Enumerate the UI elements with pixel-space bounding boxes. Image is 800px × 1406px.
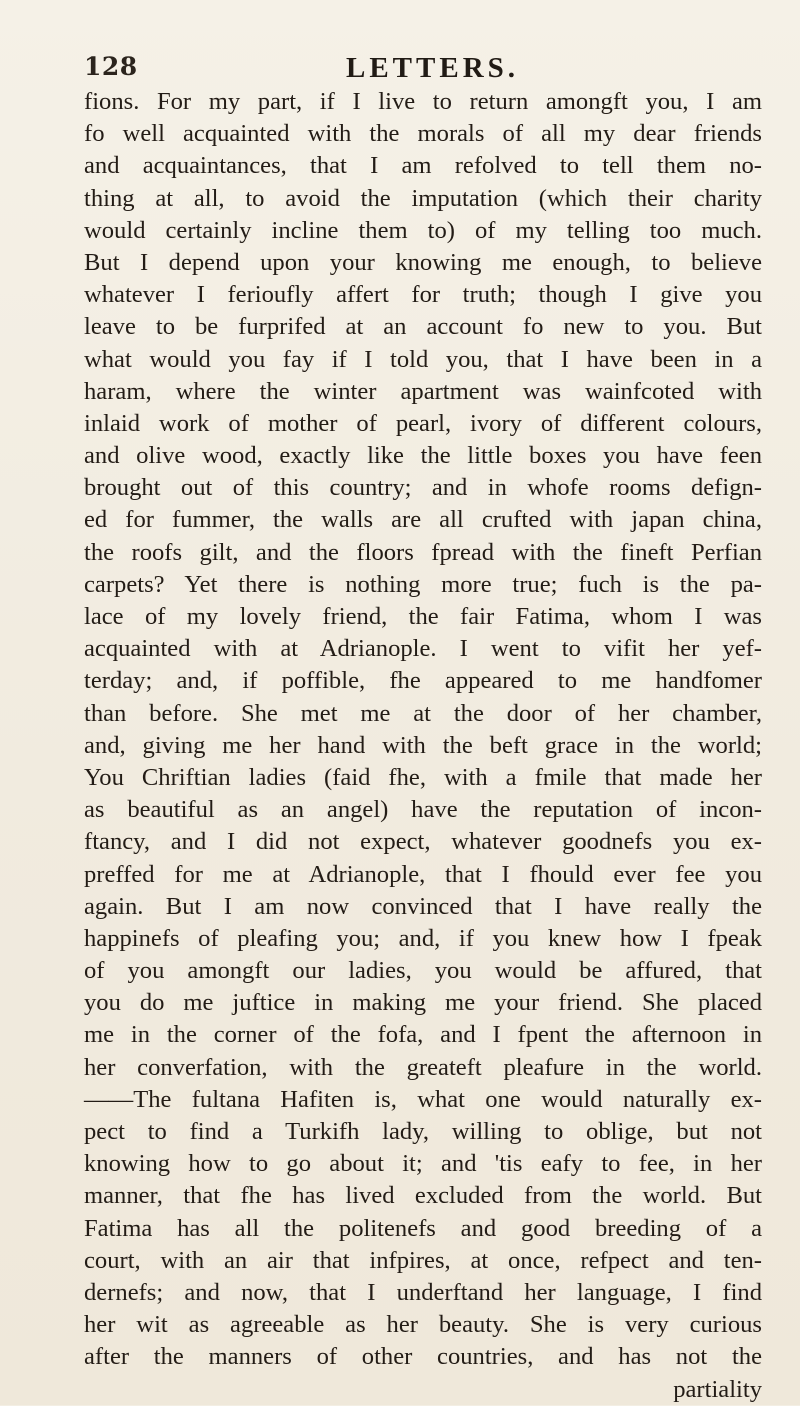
- text-line: court, with an air that infpires, at once, refpect and ten-: [84, 1246, 762, 1274]
- text-line: me in the corner of the fofa, and I fpent the afternoon in: [84, 1021, 762, 1049]
- text-line: you do me juftice in making me your friend. She placed: [84, 989, 762, 1017]
- text-line: terday; and, if poffible, fhe appeared to me handfomer: [84, 667, 762, 695]
- text-line: leave to be furprifed at an account fo new to you. But: [84, 313, 762, 341]
- text-line: would certainly incline them to) of my telling too much.: [84, 216, 762, 244]
- text-line: what would you fay if I told you, that I have been in a: [84, 345, 762, 373]
- text-line: thing at all, to avoid the imputation (which their charity: [84, 184, 762, 212]
- text-line: brought out of this country; and in whofe rooms defign-: [84, 474, 762, 502]
- text-line: dernefs; and now, that I underftand her language, I find: [84, 1278, 762, 1306]
- body-text: [84, 86, 762, 1406]
- text-line: as beautiful as an angel) have the reputation of incon-: [84, 796, 762, 824]
- text-line: ——The fultana Hafiten is, what one would naturally ex-: [84, 1085, 762, 1113]
- text-line: manner, that fhe has lived excluded from the world. But: [84, 1182, 762, 1210]
- text-line: inlaid work of mother of pearl, ivory of different colours,: [84, 409, 762, 437]
- text-line: and, giving me her hand with the beft grace in the world;: [84, 731, 762, 759]
- catchword: partiality: [673, 1375, 762, 1403]
- text-line: again. But I am now convinced that I have really the: [84, 892, 762, 920]
- text-line: carpets? Yet there is nothing more true; fuch is the pa-: [84, 570, 762, 598]
- text-line: lace of my lovely friend, the fair Fatima, whom I was: [84, 603, 762, 630]
- text-line: preffed for me at Adrianople, that I fhould ever fee you: [84, 860, 762, 888]
- running-title: LETTERS.: [346, 52, 520, 84]
- text-line: than before. She met me at the door of her chamber,: [84, 699, 762, 727]
- text-line: the roofs gilt, and the floors fpread with the fineft Perfian: [84, 538, 762, 566]
- text-line: knowing how to go about it; and 'tis eafy to fee, in her: [84, 1150, 762, 1178]
- text-line: of you amongft our ladies, you would be affured, that: [84, 957, 762, 985]
- text-line: and acquaintances, that I am refolved to tell them no-: [84, 152, 762, 180]
- page-number: 128: [84, 52, 138, 81]
- text-line: after the manners of other countries, and has not the: [84, 1343, 762, 1371]
- text-line: acquainted with at Adrianople. I went to vifit her yef-: [84, 635, 762, 663]
- text-line: fo well acquainted with the morals of all my dear friends: [84, 120, 762, 148]
- text-line: But I depend upon your knowing me enough, to believe: [84, 248, 762, 276]
- text-line: her converfation, with the greateft pleafure in the world.: [84, 1053, 762, 1081]
- text-line: You Chriftian ladies (faid fhe, with a fmile that made her: [84, 763, 762, 791]
- text-line: happinefs of pleafing you; and, if you knew how I fpeak: [84, 924, 762, 952]
- text-line: ed for fummer, the walls are all crufted with japan china,: [84, 506, 762, 534]
- text-line: whatever I ferioufly affert for truth; though I give you: [84, 281, 762, 309]
- text-line: pect to find a Turkifh lady, willing to oblige, but not: [84, 1118, 762, 1145]
- text-line: fions. For my part, if I live to return amongft you, I am: [84, 88, 762, 115]
- text-line: haram, where the winter apartment was wainfcoted with: [84, 377, 762, 405]
- text-line: her wit as agreeable as her beauty. She is very curious: [84, 1311, 762, 1339]
- text-line: Fatima has all the politenefs and good breeding of a: [84, 1214, 762, 1242]
- text-line: ftancy, and I did not expect, whatever goodnefs you ex-: [84, 828, 762, 856]
- text-line: and olive wood, exactly like the little boxes you have feen: [84, 442, 762, 470]
